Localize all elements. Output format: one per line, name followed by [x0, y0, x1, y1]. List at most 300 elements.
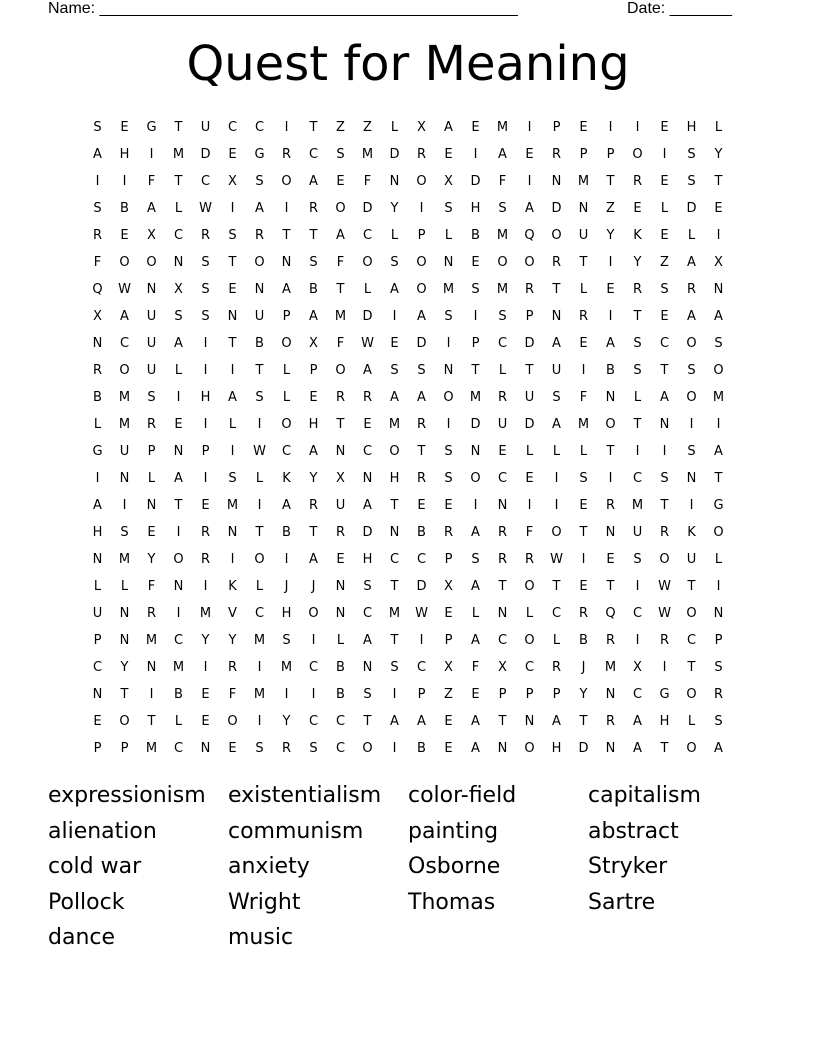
grid-letter: T — [606, 174, 615, 189]
grid-letter: P — [579, 147, 588, 162]
grid-letter: A — [633, 741, 642, 756]
grid-letter: D — [578, 741, 589, 756]
grid-letter: A — [363, 498, 372, 513]
grid-letter: N — [578, 201, 589, 216]
grid-letter: R — [605, 633, 616, 648]
grid-letter: X — [147, 228, 156, 243]
grid-letter: P — [282, 309, 291, 324]
grid-letter: S — [579, 471, 588, 486]
grid-letter: I — [176, 525, 181, 540]
grid-letter: Z — [444, 687, 453, 702]
grid-letter: F — [336, 336, 345, 351]
grid-letter: W — [253, 444, 266, 459]
grid-letter: R — [362, 390, 373, 405]
grid-letter: A — [714, 741, 723, 756]
grid-letter: N — [551, 309, 562, 324]
grid-letter: C — [173, 741, 184, 756]
grid-letter: T — [228, 336, 237, 351]
grid-letter: E — [444, 606, 453, 621]
grid-letter: T — [525, 363, 534, 378]
grid-letter: I — [662, 444, 667, 459]
grid-letter: T — [417, 444, 426, 459]
grid-letter: T — [228, 255, 237, 270]
grid-letter: I — [203, 660, 208, 675]
grid-row — [84, 114, 732, 141]
grid-letter: B — [471, 228, 480, 243]
grid-letter: P — [417, 228, 426, 243]
grid-letter: X — [336, 471, 345, 486]
grid-letter: I — [446, 336, 451, 351]
grid-letter: O — [119, 714, 130, 729]
grid-row — [84, 735, 732, 762]
grid-letter: P — [498, 687, 507, 702]
grid-letter: T — [714, 471, 723, 486]
grid-letter: O — [686, 606, 697, 621]
grid-letter: I — [122, 174, 127, 189]
grid-letter: A — [525, 201, 534, 216]
grid-letter: O — [524, 741, 535, 756]
grid-letter: D — [470, 174, 481, 189]
grid-letter: K — [687, 525, 696, 540]
grid-letter: O — [686, 390, 697, 405]
grid-letter: R — [524, 282, 535, 297]
grid-letter: S — [93, 201, 102, 216]
grid-letter: M — [469, 390, 482, 405]
grid-letter: T — [390, 498, 399, 513]
grid-letter: R — [497, 525, 508, 540]
grid-letter: E — [471, 120, 480, 135]
grid-letter: S — [444, 309, 453, 324]
grid-letter: C — [227, 120, 238, 135]
grid-letter: S — [633, 552, 642, 567]
grid-letter: B — [93, 390, 102, 405]
grid-letter: F — [228, 687, 237, 702]
grid-letter: I — [284, 552, 289, 567]
grid-letter: I — [149, 687, 154, 702]
grid-letter: B — [336, 687, 345, 702]
grid-letter: I — [689, 498, 694, 513]
grid-letter: N — [335, 444, 346, 459]
grid-letter: E — [201, 687, 210, 702]
grid-letter: L — [255, 579, 264, 594]
grid-letter: Y — [120, 660, 129, 675]
grid-letter: E — [201, 498, 210, 513]
grid-letter: I — [473, 147, 478, 162]
grid-letter: O — [524, 255, 535, 270]
grid-letter: O — [524, 579, 535, 594]
grid-row — [84, 681, 732, 708]
grid-row — [84, 573, 732, 600]
grid-letter: N — [605, 741, 616, 756]
grid-letter: N — [605, 390, 616, 405]
grid-letter: N — [659, 417, 670, 432]
grid-letter: T — [363, 714, 372, 729]
grid-letter: T — [309, 228, 318, 243]
grid-letter: T — [336, 282, 345, 297]
word-search-grid — [84, 114, 732, 762]
grid-letter: C — [497, 471, 508, 486]
grid-letter: M — [496, 282, 509, 297]
grid-letter: G — [713, 498, 724, 513]
grid-letter: C — [632, 687, 643, 702]
grid-letter: S — [390, 255, 399, 270]
grid-letter: C — [119, 336, 130, 351]
grid-letter: A — [417, 390, 426, 405]
grid-letter: E — [444, 714, 453, 729]
word-bank-item: painting — [408, 818, 499, 844]
grid-letter: T — [498, 714, 507, 729]
grid-letter: I — [284, 201, 289, 216]
grid-letter: S — [687, 444, 696, 459]
grid-letter: T — [606, 579, 615, 594]
grid-letter: E — [525, 471, 534, 486]
grid-letter: C — [362, 444, 373, 459]
grid-letter: M — [631, 498, 644, 513]
grid-letter: I — [608, 255, 613, 270]
grid-letter: X — [444, 660, 453, 675]
grid-row — [84, 546, 732, 573]
grid-letter: T — [120, 687, 129, 702]
grid-letter: W — [361, 336, 374, 351]
grid-letter: I — [635, 633, 640, 648]
grid-letter: D — [686, 201, 697, 216]
grid-letter: S — [228, 471, 237, 486]
grid-letter: E — [444, 741, 453, 756]
grid-row — [84, 708, 732, 735]
grid-letter: L — [174, 201, 183, 216]
grid-letter: S — [687, 147, 696, 162]
grid-letter: E — [363, 417, 372, 432]
grid-letter: L — [174, 714, 183, 729]
grid-letter: O — [281, 417, 292, 432]
grid-letter: M — [496, 120, 509, 135]
grid-letter: D — [362, 525, 373, 540]
grid-letter: R — [281, 741, 292, 756]
grid-letter: D — [362, 201, 373, 216]
grid-letter: N — [119, 606, 130, 621]
grid-letter: R — [497, 390, 508, 405]
grid-letter: P — [444, 552, 453, 567]
grid-letter: T — [552, 579, 561, 594]
grid-letter: E — [606, 552, 615, 567]
grid-letter: T — [390, 633, 399, 648]
grid-letter: T — [687, 660, 696, 675]
grid-letter: I — [122, 498, 127, 513]
grid-letter: E — [471, 255, 480, 270]
grid-letter: S — [633, 336, 642, 351]
grid-letter: S — [282, 633, 291, 648]
grid-letter: S — [201, 309, 210, 324]
word-bank-item: color-field — [408, 783, 517, 808]
grid-letter: M — [388, 417, 401, 432]
grid-row — [84, 330, 732, 357]
grid-letter: M — [442, 282, 455, 297]
grid-letter: A — [309, 552, 318, 567]
grid-letter: M — [712, 390, 725, 405]
grid-letter: I — [149, 147, 154, 162]
grid-letter: D — [416, 336, 427, 351]
word-bank-item: Osborne — [408, 854, 501, 879]
grid-letter: L — [282, 390, 291, 405]
grid-letter: L — [282, 363, 291, 378]
grid-letter: N — [443, 255, 454, 270]
grid-letter: I — [257, 417, 262, 432]
grid-letter: R — [551, 147, 562, 162]
grid-letter: Q — [524, 228, 535, 243]
grid-letter: N — [92, 552, 103, 567]
grid-letter: R — [308, 498, 319, 513]
grid-letter: S — [444, 471, 453, 486]
grid-letter: E — [93, 714, 102, 729]
grid-letter: P — [471, 336, 480, 351]
grid-letter: M — [388, 606, 401, 621]
grid-row — [84, 303, 732, 330]
grid-letter: E — [660, 120, 669, 135]
grid-letter: O — [470, 471, 481, 486]
grid-letter: W — [658, 606, 671, 621]
grid-row — [84, 654, 732, 681]
grid-letter: M — [172, 660, 185, 675]
grid-letter: P — [525, 687, 534, 702]
name-field-label: Name: _______________________________________________ — [48, 0, 518, 17]
grid-letter: R — [605, 498, 616, 513]
grid-letter: P — [552, 120, 561, 135]
grid-letter: C — [254, 120, 265, 135]
grid-letter: L — [498, 363, 507, 378]
grid-letter: B — [336, 660, 345, 675]
grid-letter: O — [632, 147, 643, 162]
grid-letter: U — [92, 606, 103, 621]
grid-letter: I — [608, 471, 613, 486]
grid-letter: R — [416, 471, 427, 486]
grid-letter: E — [201, 714, 210, 729]
grid-letter: L — [687, 228, 696, 243]
grid-letter: T — [255, 363, 264, 378]
grid-letter: P — [444, 633, 453, 648]
grid-letter: P — [525, 309, 534, 324]
grid-letter: F — [147, 579, 156, 594]
grid-letter: R — [659, 525, 670, 540]
grid-letter: I — [716, 417, 721, 432]
grid-letter: E — [660, 174, 669, 189]
grid-letter: L — [552, 444, 561, 459]
grid-letter: S — [201, 282, 210, 297]
grid-letter: S — [228, 228, 237, 243]
grid-letter: T — [174, 174, 183, 189]
grid-letter: I — [473, 498, 478, 513]
grid-letter: L — [579, 282, 588, 297]
grid-letter: E — [660, 309, 669, 324]
grid-letter: B — [255, 336, 264, 351]
grid-letter: C — [200, 174, 211, 189]
grid-letter: N — [119, 633, 130, 648]
grid-letter: I — [635, 120, 640, 135]
grid-row — [84, 168, 732, 195]
grid-letter: X — [498, 660, 507, 675]
grid-letter: T — [714, 174, 723, 189]
grid-letter: N — [119, 471, 130, 486]
grid-letter: I — [203, 417, 208, 432]
word-bank-item: communism — [228, 818, 364, 844]
grid-letter: O — [551, 525, 562, 540]
grid-letter: O — [659, 552, 670, 567]
grid-letter: L — [390, 228, 399, 243]
grid-letter: U — [632, 525, 643, 540]
grid-row — [84, 141, 732, 168]
grid-letter: L — [714, 552, 723, 567]
grid-letter: A — [363, 363, 372, 378]
grid-letter: A — [174, 471, 183, 486]
grid-letter: F — [498, 174, 507, 189]
grid-letter: S — [444, 201, 453, 216]
grid-letter: R — [416, 417, 427, 432]
grid-letter: A — [417, 309, 426, 324]
grid-letter: E — [390, 336, 399, 351]
grid-letter: M — [199, 606, 212, 621]
grid-letter: C — [497, 336, 508, 351]
grid-letter: E — [579, 120, 588, 135]
grid-letter: L — [147, 471, 156, 486]
grid-letter: G — [146, 120, 157, 135]
grid-letter: S — [120, 525, 129, 540]
grid-letter: E — [336, 174, 345, 189]
grid-letter: R — [146, 606, 157, 621]
grid-letter: N — [173, 579, 184, 594]
grid-letter: O — [686, 336, 697, 351]
grid-letter: C — [92, 660, 103, 675]
grid-letter: C — [362, 606, 373, 621]
grid-letter: A — [174, 336, 183, 351]
grid-letter: N — [551, 174, 562, 189]
grid-letter: C — [308, 660, 319, 675]
grid-letter: Y — [147, 552, 156, 567]
grid-letter: R — [200, 228, 211, 243]
grid-letter: C — [308, 714, 319, 729]
grid-letter: U — [335, 498, 346, 513]
grid-letter: H — [389, 471, 400, 486]
grid-letter: Y — [282, 714, 291, 729]
grid-letter: M — [577, 417, 590, 432]
grid-letter: M — [361, 147, 374, 162]
grid-letter: A — [282, 282, 291, 297]
word-bank-item: capitalism — [588, 783, 701, 808]
grid-letter: E — [444, 498, 453, 513]
word-bank-item: existentialism — [228, 783, 382, 808]
grid-letter: I — [311, 687, 316, 702]
grid-letter: T — [660, 498, 669, 513]
grid-letter: D — [416, 579, 427, 594]
grid-letter: W — [199, 201, 212, 216]
grid-letter: I — [392, 741, 397, 756]
grid-letter: N — [713, 282, 724, 297]
grid-letter: X — [444, 579, 453, 594]
grid-letter: I — [608, 309, 613, 324]
grid-letter: O — [713, 363, 724, 378]
grid-letter: O — [254, 255, 265, 270]
grid-letter: U — [146, 309, 157, 324]
grid-letter: T — [174, 498, 183, 513]
grid-letter: E — [606, 282, 615, 297]
grid-letter: T — [579, 525, 588, 540]
grid-letter: C — [389, 552, 400, 567]
grid-letter: Z — [336, 120, 345, 135]
grid-row — [84, 411, 732, 438]
grid-letter: K — [633, 228, 642, 243]
grid-letter: F — [93, 255, 102, 270]
grid-letter: F — [336, 255, 345, 270]
grid-letter: E — [579, 498, 588, 513]
grid-letter: W — [415, 606, 428, 621]
grid-letter: E — [174, 417, 183, 432]
grid-letter: D — [524, 336, 535, 351]
grid-letter: E — [417, 498, 426, 513]
grid-letter: E — [633, 201, 642, 216]
grid-letter: S — [147, 390, 156, 405]
grid-letter: P — [417, 687, 426, 702]
grid-letter: U — [146, 363, 157, 378]
grid-letter: E — [579, 579, 588, 594]
grid-letter: I — [554, 498, 559, 513]
grid-letter: A — [552, 336, 561, 351]
grid-letter: S — [687, 174, 696, 189]
grid-letter: S — [309, 255, 318, 270]
grid-letter: N — [227, 309, 238, 324]
grid-letter: A — [309, 174, 318, 189]
grid-letter: A — [552, 714, 561, 729]
grid-letter: X — [633, 660, 642, 675]
grid-letter: Z — [660, 255, 669, 270]
grid-letter: T — [579, 714, 588, 729]
grid-letter: N — [254, 282, 265, 297]
grid-letter: O — [416, 174, 427, 189]
grid-letter: T — [687, 579, 696, 594]
grid-letter: T — [660, 741, 669, 756]
grid-letter: T — [633, 309, 642, 324]
grid-row — [84, 249, 732, 276]
grid-letter: E — [120, 228, 129, 243]
grid-letter: N — [200, 741, 211, 756]
grid-letter: L — [174, 363, 183, 378]
grid-letter: C — [551, 606, 562, 621]
grid-letter: L — [363, 282, 372, 297]
grid-letter: I — [284, 687, 289, 702]
grid-letter: R — [659, 633, 670, 648]
word-bank — [48, 778, 768, 956]
grid-letter: E — [120, 120, 129, 135]
grid-letter: S — [498, 201, 507, 216]
word-bank-item: expressionism — [48, 783, 206, 808]
grid-letter: I — [95, 471, 100, 486]
grid-letter: S — [714, 660, 723, 675]
grid-letter: N — [362, 471, 373, 486]
grid-letter: C — [281, 444, 292, 459]
grid-letter: U — [119, 444, 130, 459]
grid-letter: R — [632, 174, 643, 189]
word-bank-item: Pollock — [48, 889, 125, 915]
grid-letter: T — [309, 120, 318, 135]
grid-row — [84, 195, 732, 222]
grid-letter: I — [716, 228, 721, 243]
grid-letter: R — [92, 228, 103, 243]
grid-letter: X — [93, 309, 102, 324]
grid-letter: E — [660, 228, 669, 243]
grid-letter: N — [281, 255, 292, 270]
grid-letter: I — [176, 390, 181, 405]
grid-letter: T — [579, 255, 588, 270]
grid-letter: A — [309, 309, 318, 324]
word-bank-item: Stryker — [588, 854, 668, 879]
grid-letter: S — [201, 255, 210, 270]
